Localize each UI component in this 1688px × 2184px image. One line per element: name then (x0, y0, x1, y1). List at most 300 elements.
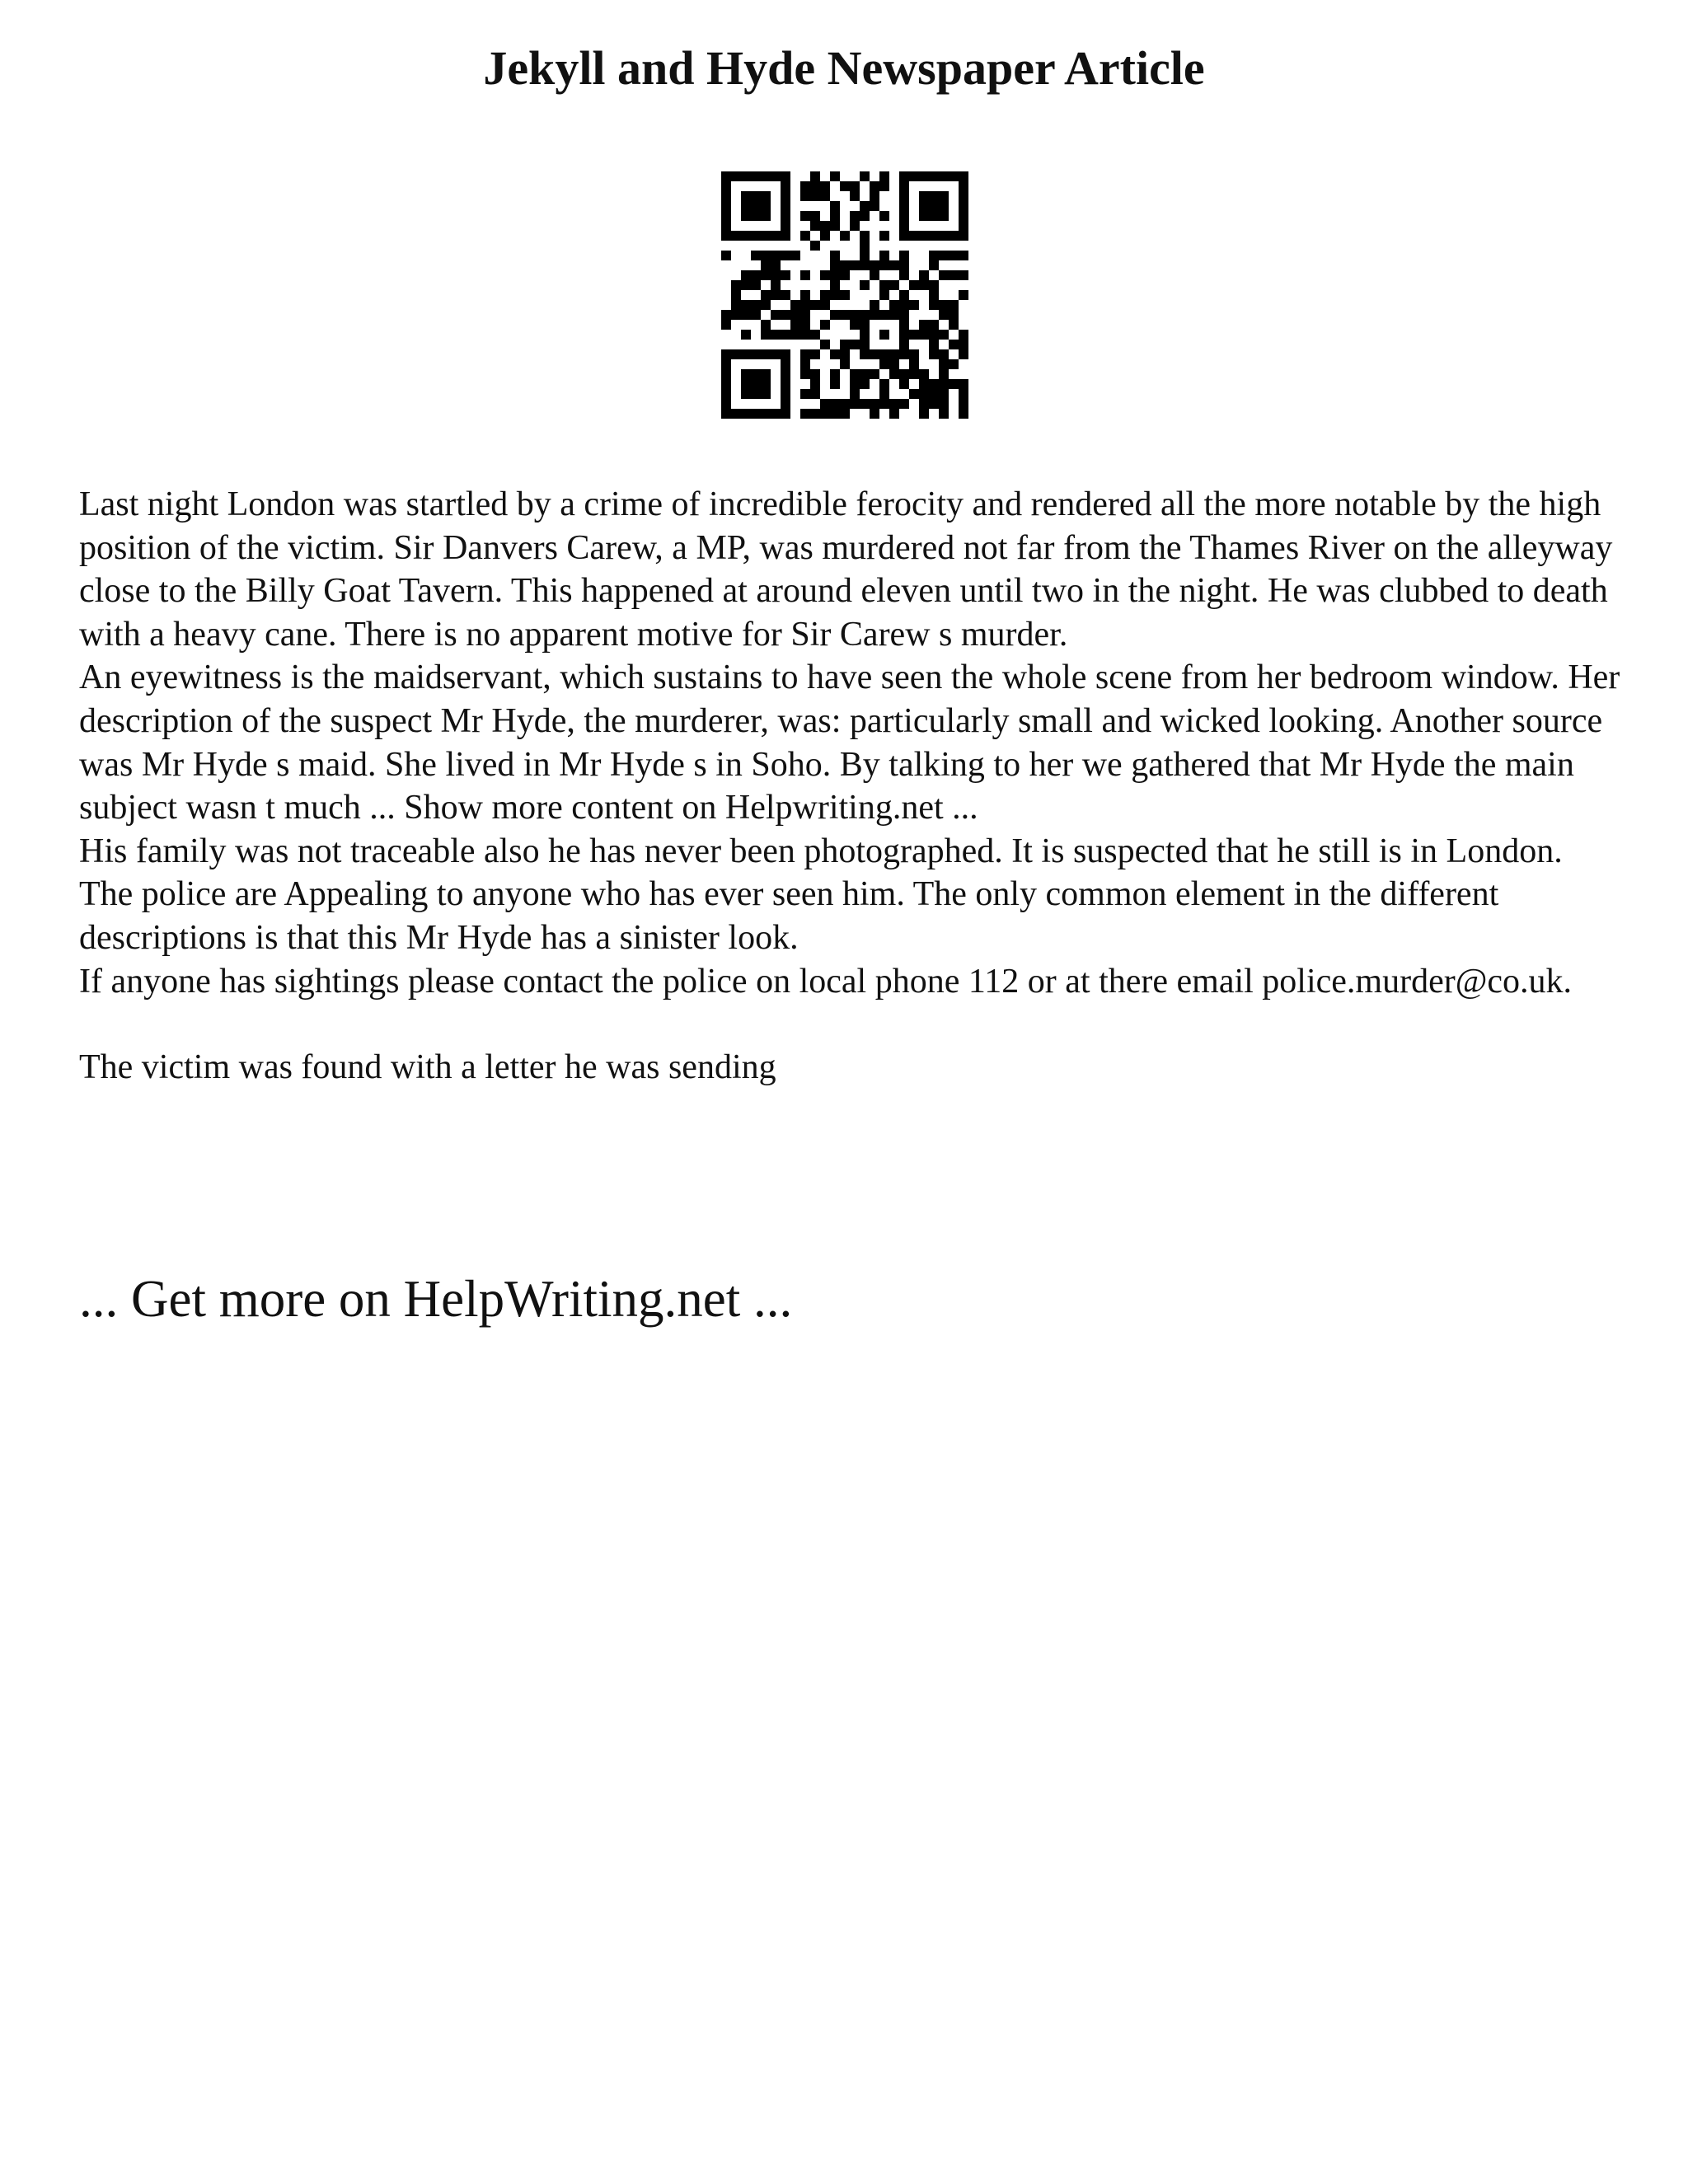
qr-module (899, 310, 909, 320)
qr-module (959, 399, 968, 409)
qr-module (860, 349, 870, 359)
article-body (79, 483, 1629, 1090)
qr-module (860, 330, 870, 340)
qr-module (810, 191, 820, 201)
qr-module (751, 231, 761, 241)
qr-module (830, 310, 840, 320)
qr-module (771, 290, 781, 300)
qr-module (771, 260, 781, 270)
qr-module (949, 231, 959, 241)
qr-module (919, 171, 929, 181)
qr-module (919, 320, 929, 330)
qr-module (761, 290, 771, 300)
qr-module (731, 171, 741, 181)
qr-module (751, 300, 761, 310)
qr-module (741, 330, 751, 340)
qr-module (929, 231, 939, 241)
qr-module (761, 330, 771, 340)
qr-module (929, 320, 939, 330)
qr-module (781, 221, 790, 231)
qr-module (949, 171, 959, 181)
qr-module (850, 181, 860, 191)
qr-module (909, 171, 919, 181)
qr-module (800, 270, 810, 280)
qr-module (959, 340, 968, 349)
qr-module (909, 369, 919, 379)
qr-module (731, 310, 741, 320)
qr-module (771, 280, 781, 290)
qr-module (870, 201, 879, 211)
qr-module (870, 181, 879, 191)
qr-module (800, 330, 810, 340)
qr-module (781, 330, 790, 340)
qr-module (919, 201, 929, 211)
qr-module (840, 260, 850, 270)
qr-module (781, 191, 790, 201)
qr-module (830, 369, 840, 379)
qr-module (830, 201, 840, 211)
qr-module (939, 349, 949, 359)
qr-module (929, 251, 939, 260)
qr-module (830, 270, 840, 280)
qr-module (830, 399, 840, 409)
qr-module (800, 369, 810, 379)
qr-module (939, 409, 949, 419)
qr-module (810, 409, 820, 419)
qr-module (919, 389, 929, 399)
qr-module (909, 359, 919, 369)
qr-module (781, 231, 790, 241)
qr-module (810, 211, 820, 221)
qr-module (850, 379, 860, 389)
qr-module (860, 379, 870, 389)
qr-module (721, 320, 731, 330)
qr-module (850, 211, 860, 221)
qr-module (949, 270, 959, 280)
article-paragraph: If anyone has sightings please contact the police on local phone 112 or at there email police.murder@co.uk. (79, 962, 1573, 1001)
qr-module (850, 369, 860, 379)
qr-module (870, 349, 879, 359)
qr-module (840, 181, 850, 191)
qr-module (781, 349, 790, 359)
qr-module (939, 389, 949, 399)
qr-module (810, 389, 820, 399)
qr-module (879, 379, 889, 389)
qr-module (721, 191, 731, 201)
qr-module (741, 171, 751, 181)
qr-module (840, 270, 850, 280)
qr-module (959, 251, 968, 260)
qr-module (879, 359, 889, 369)
qr-module (810, 349, 820, 359)
qr-module (721, 349, 731, 359)
qr-module (850, 191, 860, 201)
qr-module (721, 369, 731, 379)
qr-module (899, 399, 909, 409)
qr-module (939, 231, 949, 241)
qr-module (751, 409, 761, 419)
qr-module (929, 379, 939, 389)
qr-module (781, 409, 790, 419)
qr-module (919, 409, 929, 419)
qr-module (959, 270, 968, 280)
qr-module (959, 171, 968, 181)
qr-module (741, 379, 751, 389)
qr-module (949, 320, 959, 330)
qr-module (790, 330, 800, 340)
qr-module (879, 231, 889, 241)
qr-module (889, 359, 899, 369)
qr-module (810, 181, 820, 191)
qr-module (761, 231, 771, 241)
qr-module (899, 231, 909, 241)
qr-module (751, 349, 761, 359)
qr-module (959, 349, 968, 359)
qr-module (879, 389, 889, 399)
article-paragraph: An eyewitness is the maidservant, which sustains to have seen the whole scene from her bedroom window. Her description of the suspect Mr Hyde, the murderer, was: particularly small and wicked looking. Another source was Mr Hyde s maid. She lived in Mr Hyde s in Soho. By talking to her we gathered that Mr Hyde the main subject wasn t much ... Show more content on Helpwriting.net ... (79, 658, 1620, 827)
qr-module (810, 379, 820, 389)
qr-module (800, 310, 810, 320)
article-paragraph: His family was not traceable also he has never been photographed. It is suspected that he still is in London. (79, 832, 1563, 870)
qr-module (939, 251, 949, 260)
qr-module (721, 359, 731, 369)
qr-module (781, 270, 790, 280)
qr-module (919, 399, 929, 409)
qr-module (959, 330, 968, 340)
qr-module (781, 171, 790, 181)
qr-module (820, 340, 830, 349)
qr-module (959, 211, 968, 221)
qr-module (781, 399, 790, 409)
qr-module (721, 399, 731, 409)
qr-module (771, 251, 781, 260)
qr-module (899, 369, 909, 379)
qr-module (879, 171, 889, 181)
qr-module (860, 231, 870, 241)
qr-module (771, 171, 781, 181)
qr-module (761, 369, 771, 379)
qr-module (889, 310, 899, 320)
qr-module (830, 251, 840, 260)
qr-module (909, 330, 919, 340)
qr-module (909, 389, 919, 399)
qr-module (870, 409, 879, 419)
qr-module (721, 231, 731, 241)
qr-module (781, 251, 790, 260)
qr-module (731, 231, 741, 241)
qr-module (949, 300, 959, 310)
qr-module (870, 369, 879, 379)
qr-module (899, 330, 909, 340)
qr-module (850, 340, 860, 349)
qr-module (761, 201, 771, 211)
qr-module (929, 211, 939, 221)
qr-module (721, 181, 731, 191)
qr-module (860, 369, 870, 379)
qr-module (860, 201, 870, 211)
qr-module (781, 369, 790, 379)
qr-module (909, 349, 919, 359)
qr-module (761, 251, 771, 260)
qr-module (820, 191, 830, 201)
qr-module (840, 290, 850, 300)
qr-module (899, 181, 909, 191)
qr-module (820, 409, 830, 419)
qr-module (820, 181, 830, 191)
qr-module (751, 270, 761, 280)
qr-module (771, 409, 781, 419)
qr-module (830, 409, 840, 419)
qr-module (879, 330, 889, 340)
qr-module (771, 270, 781, 280)
qr-module (939, 399, 949, 409)
qr-module (929, 290, 939, 300)
qr-module (899, 251, 909, 260)
qr-module (751, 201, 761, 211)
qr-module (771, 310, 781, 320)
qr-module (879, 349, 889, 359)
qr-module (761, 171, 771, 181)
qr-module (731, 280, 741, 290)
qr-module (919, 280, 929, 290)
qr-module (741, 369, 751, 379)
qr-module (939, 310, 949, 320)
qr-module (820, 399, 830, 409)
qr-module (721, 389, 731, 399)
qr-module (751, 310, 761, 320)
qr-module (870, 191, 879, 201)
qr-module (899, 221, 909, 231)
qr-module (721, 310, 731, 320)
qr-module (761, 409, 771, 419)
qr-module (741, 270, 751, 280)
qr-module (850, 399, 860, 409)
qr-module (929, 201, 939, 211)
qr-module (840, 340, 850, 349)
qr-module (830, 221, 840, 231)
qr-module (899, 260, 909, 270)
qr-module (899, 349, 909, 359)
qr-module (860, 171, 870, 181)
qr-module (850, 260, 860, 270)
qr-module (771, 231, 781, 241)
qr-module (840, 231, 850, 241)
qr-module (810, 369, 820, 379)
qr-module (870, 260, 879, 270)
qr-module (830, 379, 840, 389)
qr-module (721, 171, 731, 181)
qr-module (959, 290, 968, 300)
page-title: Jekyll and Hyde Newspaper Article (483, 41, 1205, 95)
qr-module (840, 359, 850, 369)
qr-module (939, 330, 949, 340)
qr-module (919, 270, 929, 280)
qr-module (721, 201, 731, 211)
qr-module (761, 260, 771, 270)
qr-module (790, 310, 800, 320)
qr-module (741, 300, 751, 310)
article-paragraph: The police are Appealing to anyone who has ever seen him. The only common element in the different descriptions is that this Mr Hyde has a sinister look. (79, 875, 1499, 957)
qr-module (919, 211, 929, 221)
qr-module (929, 330, 939, 340)
qr-module (850, 221, 860, 231)
qr-module (731, 349, 741, 359)
qr-module (860, 310, 870, 320)
qr-module (741, 310, 751, 320)
qr-module (751, 379, 761, 389)
qr-module (781, 211, 790, 221)
qr-module (899, 270, 909, 280)
qr-module (761, 320, 771, 330)
qr-module (939, 270, 949, 280)
qr-module (929, 300, 939, 310)
qr-code-graphic (721, 171, 968, 419)
qr-module (810, 330, 820, 340)
qr-module (790, 300, 800, 310)
qr-module (790, 251, 800, 260)
qr-module (850, 320, 860, 330)
qr-module (741, 389, 751, 399)
qr-module (879, 290, 889, 300)
qr-module (860, 320, 870, 330)
qr-module (909, 280, 919, 290)
qr-module (889, 280, 899, 290)
qr-module (899, 300, 909, 310)
qr-module (879, 211, 889, 221)
qr-module (781, 181, 790, 191)
qr-module (721, 211, 731, 221)
qr-module (860, 340, 870, 349)
qr-module (959, 409, 968, 419)
qr-module (751, 191, 761, 201)
qr-module (741, 211, 751, 221)
qr-module (731, 409, 741, 419)
qr-module (800, 191, 810, 201)
qr-module (959, 191, 968, 201)
qr-module (949, 379, 959, 389)
qr-module (919, 369, 929, 379)
qr-module (810, 300, 820, 310)
qr-module (800, 290, 810, 300)
qr-module (899, 191, 909, 201)
qr-module (889, 409, 899, 419)
qr-module (840, 399, 850, 409)
qr-module (751, 251, 761, 260)
qr-module (820, 221, 830, 231)
qr-module (870, 399, 879, 409)
qr-module (919, 330, 929, 340)
qr-module (929, 191, 939, 201)
qr-module (949, 359, 959, 369)
qr-module (731, 300, 741, 310)
qr-module (939, 211, 949, 221)
qr-module (761, 300, 771, 310)
qr-module (939, 369, 949, 379)
get-more-link[interactable]: ... Get more on HelpWriting.net ... (79, 1270, 793, 1328)
qr-module (879, 181, 889, 191)
qr-module (879, 310, 889, 320)
qr-module (781, 201, 790, 211)
qr-module (929, 349, 939, 359)
qr-module (741, 280, 751, 290)
qr-module (939, 300, 949, 310)
qr-module (850, 310, 860, 320)
qr-module (820, 231, 830, 241)
qr-module (899, 201, 909, 211)
qr-module (939, 379, 949, 389)
qr-module (800, 359, 810, 369)
qr-module (939, 171, 949, 181)
qr-module (870, 310, 879, 320)
qr-module (949, 340, 959, 349)
qr-module (800, 300, 810, 310)
qr-module (949, 310, 959, 320)
qr-module (761, 349, 771, 359)
qr-module (820, 300, 830, 310)
qr-module (741, 349, 751, 359)
qr-module (810, 171, 820, 181)
qr-module (929, 340, 939, 349)
qr-module (810, 221, 820, 231)
qr-module (870, 300, 879, 310)
qr-module (959, 221, 968, 231)
qr-module (899, 171, 909, 181)
qr-module (781, 290, 790, 300)
qr-module (741, 409, 751, 419)
qr-module (879, 260, 889, 270)
qr-module (830, 171, 840, 181)
qr-module (840, 349, 850, 359)
qr-code-icon[interactable] (721, 171, 968, 419)
qr-module (879, 280, 889, 290)
qr-module (741, 201, 751, 211)
qr-module (959, 181, 968, 191)
qr-module (800, 409, 810, 419)
qr-module (800, 211, 810, 221)
qr-module (889, 260, 899, 270)
qr-module (830, 349, 840, 359)
qr-module (741, 191, 751, 201)
qr-module (929, 280, 939, 290)
qr-module (830, 280, 840, 290)
qr-module (721, 251, 731, 260)
qr-module (771, 330, 781, 340)
qr-module (790, 320, 800, 330)
qr-module (889, 369, 899, 379)
qr-module (800, 231, 810, 241)
qr-module (860, 399, 870, 409)
qr-module (751, 369, 761, 379)
qr-module (929, 171, 939, 181)
article-paragraph: Last night London was startled by a crime of incredible ferocity and rendered all the more notable by the high position of the victim. Sir Danvers Carew, a MP, was murdered not far from the Thames River on the alleyway close to the Billy Goat Tavern. This happened at around eleven until two in the night. He was clubbed to death with a heavy cane. There is no apparent motive for Sir Carew s murder. (79, 485, 1613, 654)
qr-module (830, 290, 840, 300)
qr-module (879, 399, 889, 409)
qr-module (751, 280, 761, 290)
qr-module (761, 211, 771, 221)
qr-module (860, 241, 870, 251)
article-paragraph: The victim was found with a letter he was sending (79, 1048, 776, 1087)
qr-module (909, 300, 919, 310)
qr-module (860, 251, 870, 260)
qr-module (959, 389, 968, 399)
qr-module (781, 359, 790, 369)
qr-module (939, 201, 949, 211)
qr-module (741, 231, 751, 241)
qr-module (929, 389, 939, 399)
qr-module (820, 290, 830, 300)
qr-module (860, 211, 870, 221)
qr-module (751, 211, 761, 221)
